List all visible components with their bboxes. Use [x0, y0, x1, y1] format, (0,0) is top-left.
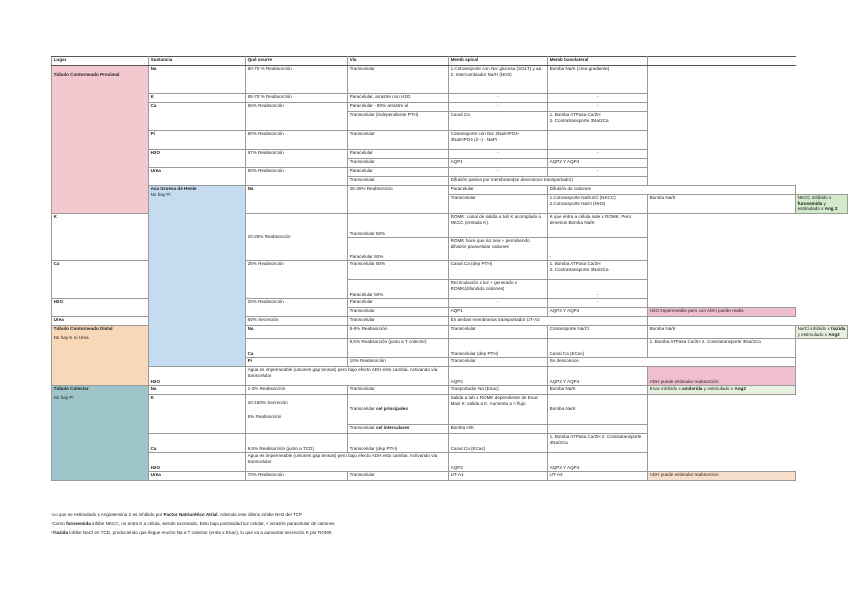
cell-route: Transcelular (dep PTH) — [348, 433, 449, 452]
table-row — [52, 131, 848, 150]
section-tcd — [52, 326, 149, 386]
header-que-ocurre: Qué ocurre — [246, 57, 348, 66]
cell-substance: H2O — [149, 366, 246, 385]
cell-basolateral: - — [548, 280, 648, 299]
cell-route: Transcelular — [449, 195, 548, 214]
cell-apical: 1.Cotransporte con Na: glucosa (SGLT) y aa 2. Intercambiador Na/H (NH3) — [449, 66, 548, 94]
section-title: Asa Gruesa de Henle — [150, 186, 197, 192]
cell-basolateral: - — [548, 238, 648, 261]
cell-substance: K — [149, 394, 246, 433]
footnote-text: . Además este último inhibe NH3 del TCP — [217, 512, 303, 517]
cell-apical: - — [449, 150, 548, 159]
cell-route: Paracelular — [348, 299, 449, 308]
cell-basolateral: Bomba Na/K — [648, 195, 796, 214]
cell-process: 25% Reabsorción — [246, 261, 348, 299]
cell-route — [348, 424, 449, 433]
cell-apical: ROMK: canal de salida a tub K acomplado a NKCC (entrada K). — [449, 214, 548, 238]
cell-route: Paracelular — [348, 168, 449, 177]
cell-apical: AQP1 — [449, 308, 548, 317]
cell-basolateral — [548, 131, 648, 150]
cell-apical-basolateral: En ambas membranas transportador UT-A2 — [449, 317, 648, 326]
footnote-text: -Como — [51, 520, 67, 526]
cell-route: Transcelular — [348, 471, 449, 480]
note-text: y estimulado x — [797, 200, 826, 212]
cell-process: 25-30% Reabsorción — [348, 186, 449, 214]
footnote-text: inhibe NaCl en TCD, produciendo que llegue mucho Na a T colector (entra x Enac), lo que va a aumentar secreción K por ROMK — [68, 529, 332, 535]
cell-basolateral: - — [548, 94, 648, 103]
note-drug: tiazida — [831, 326, 846, 332]
note-enac — [648, 385, 796, 394]
cell-substance: Urea — [52, 317, 149, 326]
cell-basolateral: AQP3 Y AQP4 — [548, 159, 648, 168]
note-text: y estimulado x — [702, 386, 735, 392]
cell-substance: K — [149, 94, 246, 103]
section-asa — [149, 186, 246, 367]
cell-substance: Ca — [149, 433, 246, 452]
cell-route: Paracelular 50% — [348, 280, 449, 299]
table-row — [52, 394, 848, 424]
footnote-text: -Lo que se estimulado x Angiotensina 2 es inhibido por — [51, 512, 164, 517]
note-h2o-adh: H2O impermeable pero con ADH puede reabs — [648, 308, 796, 317]
cell-apical: - — [449, 168, 548, 177]
cell-route: Transcelular — [348, 385, 449, 394]
cell-route: Transcelular — [449, 326, 548, 339]
cell-basolateral: AQP3 Y AQP4 — [548, 366, 648, 385]
header-sustancia: Sustancia — [149, 57, 246, 66]
cell-apical: AQP1 — [449, 159, 548, 168]
section-subtitle: No hay Pi — [53, 394, 74, 400]
header-memb-apical: Memb apical — [449, 57, 548, 66]
cell-substance: Pi — [246, 357, 348, 366]
cell-basolateral: - — [548, 299, 648, 308]
cell-route: Transcelular — [348, 177, 449, 186]
header-lugar: Lugar — [52, 57, 149, 66]
note-nacl — [796, 326, 848, 339]
cell-apical: Salida a tub x ROMK dependiente de Enac Maxi K: salida a K. Aumenta a > flujo — [449, 394, 548, 424]
cell-substance: Urea — [149, 168, 246, 186]
cell-substance: H2O — [52, 299, 149, 317]
route-cell-type: cel principales — [375, 406, 408, 412]
cell-apical-basolateral: Difusión de cationes — [548, 186, 796, 195]
cell-apical: ROMK hace que luz sea + permitiendo difusión paracelular cationes — [449, 238, 548, 261]
cell-basolateral: Bomba Na/K — [548, 385, 648, 394]
cell-route: Transcelular 50% — [348, 261, 449, 280]
footnote — [51, 511, 335, 520]
cell-route: Transcelular — [348, 317, 449, 326]
cell-basolateral: 1. Bomba ATPasa Ca/2H 2. Contratransporte 3Na/2Ca — [548, 112, 648, 131]
cell-basolateral: AQP3 Y AQP4 — [548, 308, 648, 317]
note-text: y estimulado x — [797, 331, 829, 337]
cell-apical: Recirculación x luz + generado x ROMK(difundido cationes) — [449, 280, 548, 299]
cell-apical: AQP2 — [449, 452, 548, 471]
cell-apical: - — [449, 299, 548, 308]
route-text: Transcelular — [349, 425, 376, 431]
cell-apical: Canal Ca (ECac) — [449, 433, 548, 452]
cell-apical: 1.Cotransporte Na/K2Cl (NKCC) 2.Cotransporte Na/H (NH3) — [548, 195, 648, 214]
cell-apical-basolateral: Difusión pasiva por membrana(se desconoce transportador) — [449, 177, 648, 186]
section-subtitle: No hay K ni Urea — [53, 334, 89, 340]
cell-substance: Na — [246, 186, 348, 214]
table-row — [52, 103, 848, 112]
cell-basolateral: Bomba Na/K — [648, 326, 796, 339]
cell-process: 20-25% Reabsorción — [246, 214, 348, 261]
cell-basolateral: 1. Bomba ATPasa Ca/2H 2. Contratransporte 3Na/2Ca — [648, 338, 796, 357]
table-row — [52, 186, 848, 195]
cell-basolateral: Bomba Na/K (crea gradiente) — [548, 66, 648, 94]
cell-basolateral: AQP3 Y AQP4 — [548, 452, 648, 471]
footnote-text: inhibe NKCC, no entra K a célula, siendo excretado. Esto baja positividad luz celular, < arrastre paracelular de cationes — [90, 520, 335, 526]
table-row — [52, 168, 848, 177]
cell-route: Transcelular — [449, 357, 548, 366]
cell-process: 1-3% Reabsorción — [246, 385, 348, 394]
section-tcp — [52, 66, 149, 214]
cell-route: Paracelular — [449, 186, 548, 195]
cell-substance: Urea — [149, 471, 246, 480]
cell-apical: Bomba H/K — [449, 424, 548, 433]
note-hormone: Ang2 — [734, 386, 746, 392]
table-row — [52, 385, 848, 394]
cell-apical: Cotransporte con Na: 2Na/HPO4- 3Na/HPO4 (2--) - NaPi — [449, 131, 548, 150]
cell-apical: Canal Ca — [449, 112, 548, 131]
cell-route: Transcelular — [348, 308, 449, 317]
cell-process: 70% Reabsorción — [246, 471, 348, 480]
cell-substance: Na — [246, 326, 348, 339]
cell-substance: Pi — [149, 131, 246, 150]
note-nkcc — [796, 195, 848, 214]
cell-route: Transcelular 50% — [348, 214, 449, 238]
cell-basolateral: - — [548, 168, 648, 177]
table-row — [52, 94, 848, 103]
cell-process-secretion: 20-180% Secreción — [247, 400, 288, 406]
note-hormone: Ang2 — [828, 331, 840, 337]
cell-substance: H2O — [149, 452, 246, 471]
cell-route: Transcelular — [348, 66, 449, 94]
table-row — [52, 66, 848, 94]
note-text: Enac inhibido x — [649, 386, 683, 392]
header-row — [52, 57, 848, 66]
cell-route: Transcelular — [348, 131, 449, 150]
cell-process: 60-70 % Reabsorción — [246, 66, 348, 94]
cell-basolateral: K que entra a célula sale x ROMK. Pero tenemos Bomba Na/K — [548, 214, 648, 238]
cell-route: Paracelular, arrastre con H2O — [348, 94, 449, 103]
cell-process: 50% Reabsorción — [246, 168, 348, 186]
cell-process-route: Agua es impermeable (uniones gap tensas) pero bajo efecto ADH esto cambia. Activando vía transcelular — [246, 452, 449, 471]
cell-apical: UT-A1 — [449, 471, 548, 480]
kidney-transport-table — [51, 56, 848, 481]
note-text: NKCC inhibido x — [797, 195, 832, 201]
section-subtitle: No hay Pi — [150, 191, 171, 197]
note-hormone: Ang 2 — [824, 206, 838, 212]
cell-basolateral: Bomba Na/K — [548, 394, 648, 424]
cell-basolateral: UT-A3 — [548, 471, 648, 480]
cell-apical: Canal Ca (ECac) — [548, 338, 648, 357]
cell-route: Transcelular (independiente PTH) — [348, 112, 449, 131]
table-row — [52, 366, 848, 385]
cell-substance: H2O — [149, 150, 246, 168]
cell-route: Paracelular - 80% arrastre al — [348, 103, 449, 112]
header-memb-basolateral: Memb basolateral — [548, 57, 648, 66]
note-drug: amilorida — [682, 386, 703, 392]
cell-process: 9,5% Reabsorción (junto a TCD) — [246, 433, 348, 452]
footnote-bold: -Tiazida — [51, 529, 69, 535]
cell-process: 80% Reabsorción — [246, 131, 348, 150]
section-title: Túbulo Colector — [53, 386, 89, 392]
cell-substance: Na — [149, 66, 246, 94]
footnote-bold: Factor Natriurético Atrial — [163, 512, 218, 517]
cell-route — [348, 394, 449, 424]
route-cell-type: cel intercalares — [375, 425, 410, 431]
cell-apical: - — [449, 94, 548, 103]
table-row — [52, 471, 848, 480]
section-title: Túbulo Contorneado Proximal — [53, 72, 120, 78]
section-title: Túbulo Contorneado Distal — [53, 326, 113, 332]
cell-route: Transcelular — [348, 159, 449, 168]
table-row — [52, 452, 848, 471]
section-tc — [52, 385, 149, 480]
notes-column-empty — [648, 57, 796, 66]
cell-apical: AQP2 — [449, 366, 548, 385]
cell-route: Paracelular — [348, 150, 449, 159]
footnote-bold: furosemida — [66, 520, 91, 526]
cell-apical-basolateral: Se desconoce — [548, 357, 796, 366]
cell-basolateral: 1. Bomba ATPasa Ca/2H 2. Contratransporte 3Na/2Ca — [548, 433, 648, 452]
note-adh: ADH puede estimular reabsorción — [648, 366, 796, 385]
cell-route: Paracelular 50% — [348, 238, 449, 261]
cell-basolateral — [548, 424, 648, 433]
cell-process-reabsorption: 5% Reabsorción — [247, 413, 282, 419]
cell-process: 67% Reabsorción — [246, 150, 348, 168]
cell-route: Transcelular (dep PTH) — [449, 338, 548, 357]
cell-basolateral: - — [548, 103, 648, 112]
cell-apical: Canal Ca (dep PTH) — [449, 261, 548, 280]
table-row — [52, 433, 848, 452]
note-drug: furosemida — [797, 200, 823, 206]
cell-process: 10% Reabsorción — [348, 357, 449, 366]
cell-basolateral: 1. Bomba ATPasa Ca/2H 2. Contratransporte 3Na/2Ca — [548, 261, 648, 280]
cell-process — [246, 394, 348, 433]
note-text: Na/Cl inhibido x — [797, 326, 832, 332]
cell-process: 5-8% Reabsorción — [348, 326, 449, 339]
cell-process: 20% Reabsorción — [246, 299, 348, 317]
cell-process: 60% Secreción — [246, 317, 348, 326]
cell-substance: Na — [149, 385, 246, 394]
cell-process: 9,5% Reabsorción (junto a T colector) — [348, 338, 449, 357]
cell-substance: K — [52, 214, 149, 261]
note-adh-urea: ADH puede estimular reabsorcion — [648, 471, 796, 480]
cell-process: 65% Reabsorción — [246, 103, 348, 131]
cell-basolateral: - — [548, 150, 648, 159]
cell-process-route: Agua es impermeable (uniones gap tensas) pero bajo efecto ADH esto cambia. Activando vía transcelular — [246, 366, 449, 385]
cell-substance: Ca — [52, 261, 149, 299]
footnote — [51, 529, 335, 538]
header-via: Vía — [348, 57, 449, 66]
footnotes — [51, 511, 335, 538]
cell-process: 65-70 % Reabsorción — [246, 94, 348, 103]
route-text: Transcelular — [349, 406, 376, 412]
cell-apical: - — [449, 103, 548, 112]
footnote — [51, 520, 335, 529]
cell-substance: Ca — [149, 103, 246, 131]
cell-apical: Cotransporte Na/Cl — [548, 326, 648, 339]
table-row — [52, 150, 848, 159]
cell-apical: Trasportador Na (Enac) — [449, 385, 548, 394]
cell-substance: Ca — [246, 338, 348, 357]
